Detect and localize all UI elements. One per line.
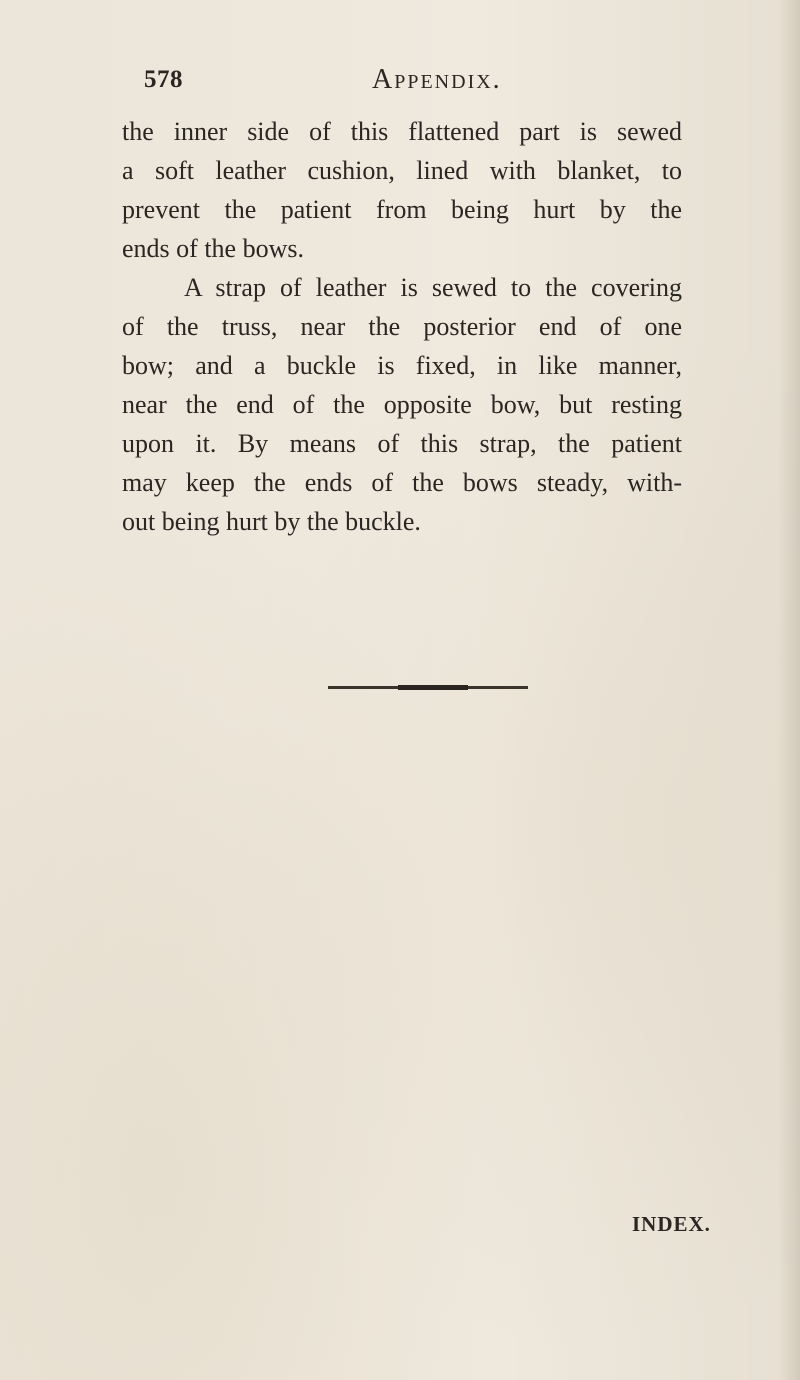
- text-line: may keep the ends of the bows steady, with-: [122, 468, 682, 497]
- section-divider-rule-center: [398, 685, 468, 690]
- body-text: [122, 112, 682, 541]
- text-line: upon it. By means of this strap, the patient: [122, 429, 682, 458]
- running-head: Appendix.: [372, 64, 502, 95]
- text-line: near the end of the opposite bow, but resting: [122, 390, 682, 419]
- text-line: of the truss, near the posterior end of one: [122, 312, 682, 341]
- text-line: prevent the patient from being hurt by the: [122, 195, 682, 224]
- text-line: a soft leather cushion, lined with blanket, to: [122, 156, 682, 185]
- text-line: the inner side of this flattened part is sewed: [122, 117, 682, 146]
- page-number: 578: [144, 66, 183, 93]
- text-line: A strap of leather is sewed to the covering: [184, 273, 682, 302]
- text-line: bow; and a buckle is fixed, in like manner,: [122, 351, 682, 380]
- text-line: out being hurt by the buckle.: [122, 507, 421, 536]
- page-header: [118, 66, 678, 106]
- catchword: INDEX.: [632, 1212, 711, 1236]
- page-edge-shadow: [778, 0, 800, 1380]
- text-line: ends of the bows.: [122, 234, 304, 263]
